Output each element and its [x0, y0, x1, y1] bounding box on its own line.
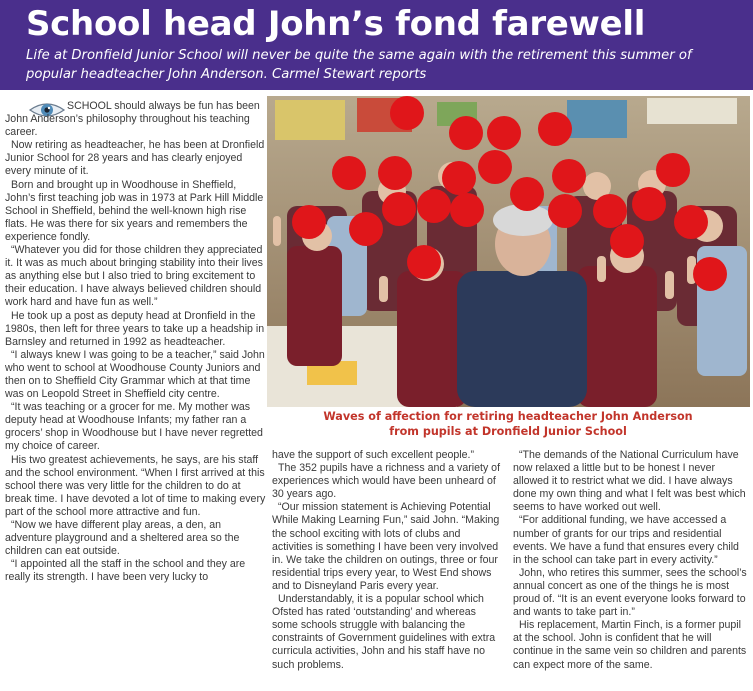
paragraph: “I always knew I was going to be a teacher,” said John who went to school at Woodhouse County Juniors and then on to Sheffield City Grammar which at that time was on Leopold Street in Sheffield city centre.: [5, 348, 265, 401]
paragraph: “The demands of the National Curriculum have now relaxed a little but to be honest I never allowed it to restrict what we did. I have always done my own thing and what I felt was best which seems to have worked out well.: [513, 449, 746, 514]
standfirst: Life at Dronfield Junior School will never be quite the same again with the retirement this summer of popular headteacher John Anderson. Carmel Stewart reports: [26, 48, 692, 82]
paragraph: “Now we have different play areas, a den, an adventure playground and a sheltered area so the children can eat outside.: [5, 519, 240, 558]
paragraph: Understandably, it is a popular school which Ofsted has rated ‘outstanding’ and whereas some schools struggle with balancing the constraints of Government guidelines with extra curricula activities, John and his staff have no such problems.: [272, 593, 496, 671]
article-column-2: [272, 449, 502, 672]
paragraph: Born and brought up in Woodhouse in Sheffield, John’s first teaching job was in 1973 at Park Hill Middle School in Sheffield, behind the well-known high rise flats. He was there for six years and remembers the experience fondly.: [5, 178, 264, 243]
headline: School head John’s fond farewell: [26, 4, 646, 44]
paragraph: “For additional funding, we have accessed a number of grants for our trips and residential events. We have a fund that ensures every child in the school can take part in every activity.”: [513, 514, 739, 566]
paragraph: His two greatest achievements, he says, are his staff and the school environment. “When I first arrived at this school there was very little for the children to do at break time. I have devoted a lot of time to making every part of the school more attractive and fun.: [5, 453, 266, 518]
paragraph: have the support of such excellent people.”: [272, 449, 475, 461]
article-column-3: [513, 449, 750, 672]
paragraph: John, who retires this summer, sees the school’s annual concert as one of the things he is most proud of. “It is an event everyone looks forward to and wants to take part in.”: [513, 566, 747, 619]
paragraph: “I appointed all the staff in the school and they are really its strength. I have been very lucky to: [5, 558, 246, 584]
lead-paragraph: [5, 100, 267, 139]
paragraph: “Our mission statement is Achieving Potential While Making Learning Fun,” said John. “Making the school exciting with lots of clubs and activities is something I have been very involved in. We take the children on outings, three or four residential trips every year, to West End shows and to Disneyland Paris every year.: [272, 501, 500, 592]
paragraph: “Whatever you did for those children they appreciated it. It was as much about bringing stability into their lives as anything else but I also tried to bring excitement to their education. I have always believed children should work hard and have fun as well.”: [5, 244, 263, 309]
paragraph: He took up a post as deputy head at Dronfield in the 1980s, then left for three years to take up a headship in Barnsley and returned in 1992 as headteacher.: [5, 309, 265, 348]
lead-text: SCHOOL should always be fun has been John Anderson’s philosophy throughout his teaching career.: [5, 100, 260, 139]
paragraph: “It was teaching or a grocer for me. My mother was deputy head at Woodhouse Infants; my father ran a grocers’ shop in Woodhouse but I have never regretted my choice of career.: [5, 401, 263, 453]
paragraph: His replacement, Martin Finch, is a former pupil at the school. John is confident that he will continue in the same vein so children and parents can expect more of the same.: [513, 619, 747, 671]
article-column-1: [5, 100, 267, 584]
classroom-photo: [267, 96, 750, 407]
paragraph: Now retiring as headteacher, he has been at Dronfield Junior School for 28 years and has clearly enjoyed every minute of it.: [5, 139, 265, 178]
photo-caption: Waves of affection for retiring headteacher John Anderson from pupils at Dronfield Junior School: [323, 410, 693, 438]
paragraph: The 352 pupils have a richness and a variety of experiences which would have been unheard of 30 years ago.: [272, 462, 501, 501]
